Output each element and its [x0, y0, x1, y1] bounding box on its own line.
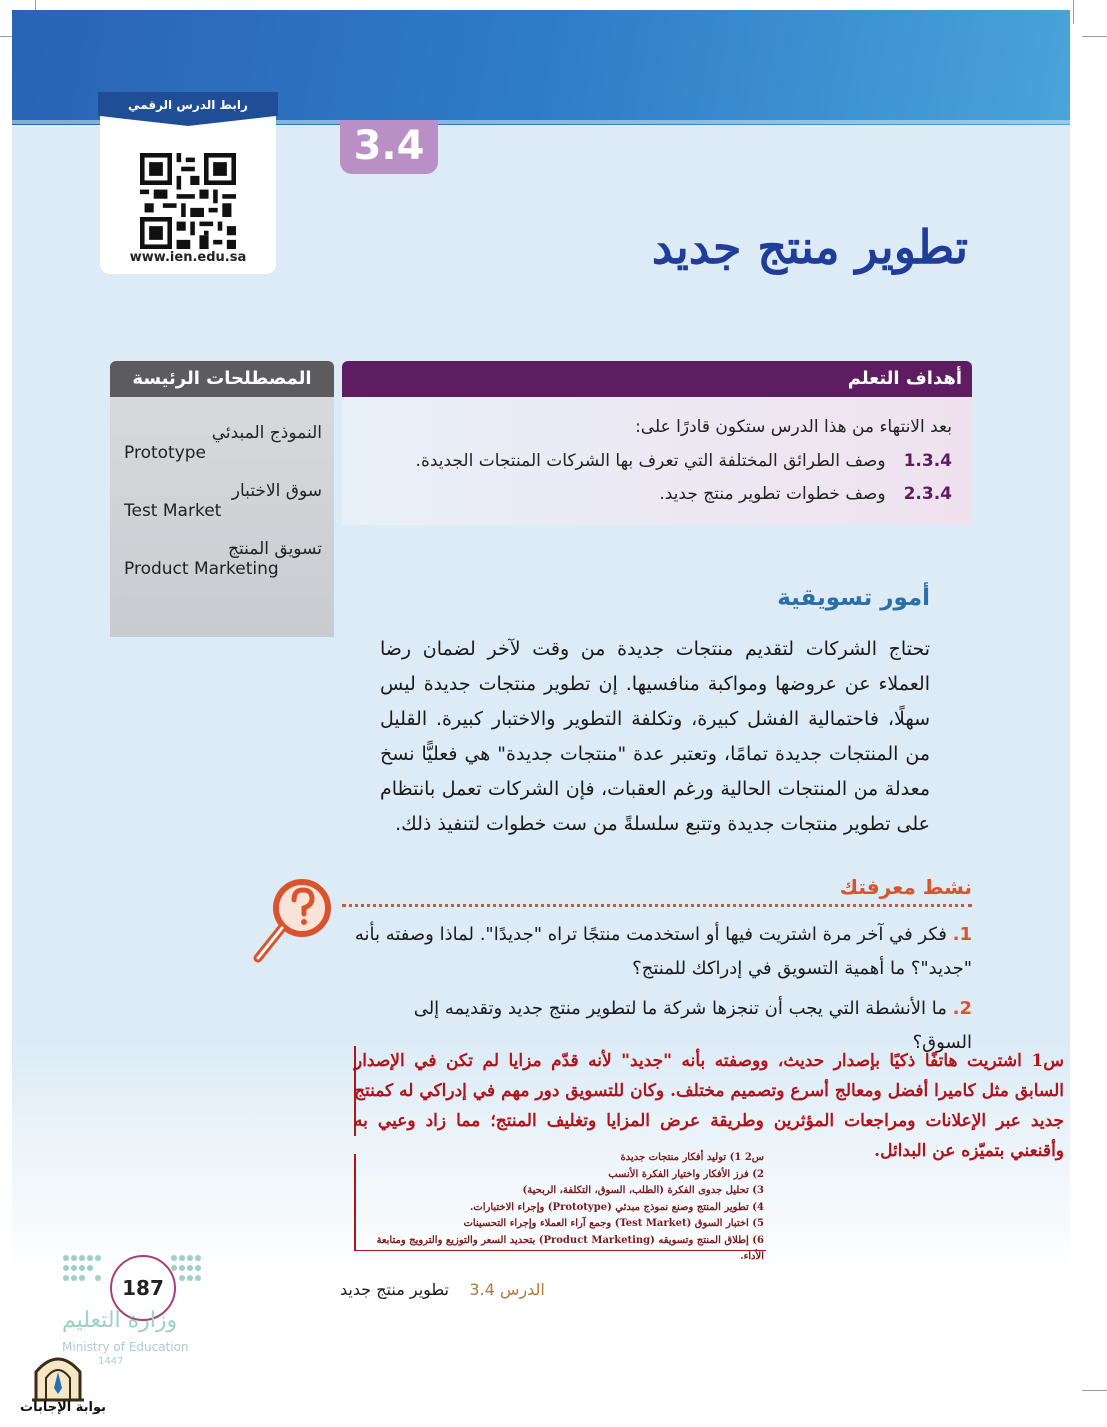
- page-number: 187: [110, 1255, 176, 1321]
- lesson-number-badge: 3.4: [340, 120, 438, 174]
- footer-lesson-title: تطوير منتج جديد: [340, 1280, 449, 1299]
- footer-lesson-label: الدرس 3.4: [469, 1280, 545, 1299]
- key-term-ar: تسويق المنتج: [228, 539, 322, 559]
- key-term-en: Prototype: [124, 443, 207, 463]
- watermark-text: بوابة الإجابات: [20, 1400, 106, 1415]
- key-term: [124, 423, 322, 463]
- key-term: [124, 481, 322, 521]
- activity-heading: نشط معرفتك: [839, 875, 972, 899]
- ministry-year: 1447: [98, 1356, 124, 1367]
- answer-1: س1 اشتريت هاتفًا ذكيًا بإصدار حديث، ووصفته بأنه "جديد" لأنه قدّم مزايا لم تكن في الإصدار السابق مثل كاميرا أفضل ومعالج أسرع وتصميم مختلف. وكان للتسويق دور مهم في إدراكي له كمنتج جديد عبر الإعلانات ومراجعات المؤثرين وطريقة عرض المزايا وتغليف المنتج؛ مما زاد وعيي به وأقنعني بتميّزه عن البدائل.: [354, 1051, 1064, 1161]
- section-paragraph: تحتاج الشركات لتقديم منتجات جديدة من وقت لآخر لضمان رضا العملاء عن عروضها ومواكبة منافسيها. إن تطوير منتجات جديدة ليس سهلًا، فاحتمالية الفشل كبيرة، وتكلفة التطوير والاختبار كبيرة. القليل من المنتجات جديدة تمامًا، وتعتبر عدة "منتجات جديدة" هي فعليًّا نسخ معدلة من المنتجات الحالية ورغم العقبات، فإن الشركات تعمل بانتظام على تطوير منتجات جديدة وتتبع سلسلةً من ست خطوات لتنفيذ ذلك.: [380, 638, 930, 835]
- key-terms-panel: [110, 397, 334, 637]
- learning-goal-text: وصف خطوات تطوير منتج جديد.: [659, 484, 886, 504]
- answer-2-line: 3) تحليل جدوى الفكرة (الطلب، السوق، التكلفة، الربحية): [522, 1185, 764, 1196]
- qr-label: رابط الدرس الرقمي: [128, 98, 248, 112]
- key-term: [124, 539, 322, 579]
- key-term-en: Product Marketing: [124, 559, 279, 579]
- section-heading: أمور تسويقية: [777, 585, 930, 611]
- answer-2: [354, 1150, 764, 1266]
- learning-goals-panel: [342, 397, 972, 525]
- activity-question: [352, 918, 972, 986]
- key-term-ar: سوق الاختبار: [231, 481, 322, 501]
- key-term-ar: النموذج المبدئي: [211, 423, 322, 443]
- ministry-name-en: Ministry of Education: [62, 1340, 189, 1354]
- learning-goal-item: [659, 484, 952, 504]
- ministry-name-ar: وزارة التعليم: [62, 1308, 178, 1333]
- crop-mark: [1073, 0, 1074, 24]
- qr-url-link[interactable]: www.ien.edu.sa: [129, 250, 247, 265]
- page-footer: [340, 1280, 545, 1299]
- qr-code-icon[interactable]: [140, 153, 236, 249]
- answer-2-line: 2) فرز الأفكار واختيار الفكرة الأنسب: [608, 1168, 764, 1180]
- page-title: تطوير منتج جديد: [651, 220, 968, 274]
- key-terms-heading: المصطلحات الرئيسة: [110, 361, 334, 397]
- answer-2-line: 6) إطلاق المنتج وتسويقه (Product Marketing) بتحديد السعر والتوزيع والترويج ومتابعة الأداء.: [376, 1234, 764, 1262]
- key-term-en: Test Market: [124, 501, 222, 521]
- question-text: فكر في آخر مرة اشتريت فيها أو استخدمت منتجًا تراه "جديدًا". لماذا وصفته بأنه "جديد"؟ ما أهمية التسويق في إدراكك للمنتج؟: [354, 924, 972, 979]
- learning-goal-number: 2.3.4: [903, 484, 952, 504]
- watermark-logo-icon: [28, 1350, 88, 1402]
- crop-mark: [1082, 1390, 1107, 1391]
- learning-goal-text: وصف الطرائق المختلفة التي تعرف بها الشركات المنتجات الجديدة.: [415, 451, 886, 471]
- dotted-divider: [342, 904, 972, 907]
- answer-2-line: 4) تطوير المنتج وصنع نموذج مبدئي (Prototype) وإجراء الاختبارات.: [469, 1201, 764, 1213]
- learning-goals-heading: أهداف التعلم: [342, 361, 972, 397]
- magnifier-question-icon: [248, 872, 332, 972]
- question-text: ما الأنشطة التي يجب أن تنجزها شركة ما لتطوير منتج جديد وتقديمه إلى السوق؟: [413, 998, 972, 1053]
- learning-goals-intro: بعد الانتهاء من هذا الدرس ستكون قادرًا على:: [635, 417, 952, 437]
- learning-goal-item: [416, 451, 952, 471]
- question-number: 2.: [952, 998, 972, 1019]
- answer-2-line: س2 1) توليد أفكار منتجات جديدة: [620, 1152, 764, 1163]
- question-number: 1.: [952, 924, 972, 945]
- crop-mark: [1082, 36, 1107, 37]
- learning-goal-number: 1.3.4: [903, 451, 952, 471]
- textbook-page: [12, 10, 1070, 1427]
- answer-2-line: 5) اختبار السوق (Test Market) وجمع آراء العملاء وإجراء التحسينات: [463, 1218, 764, 1229]
